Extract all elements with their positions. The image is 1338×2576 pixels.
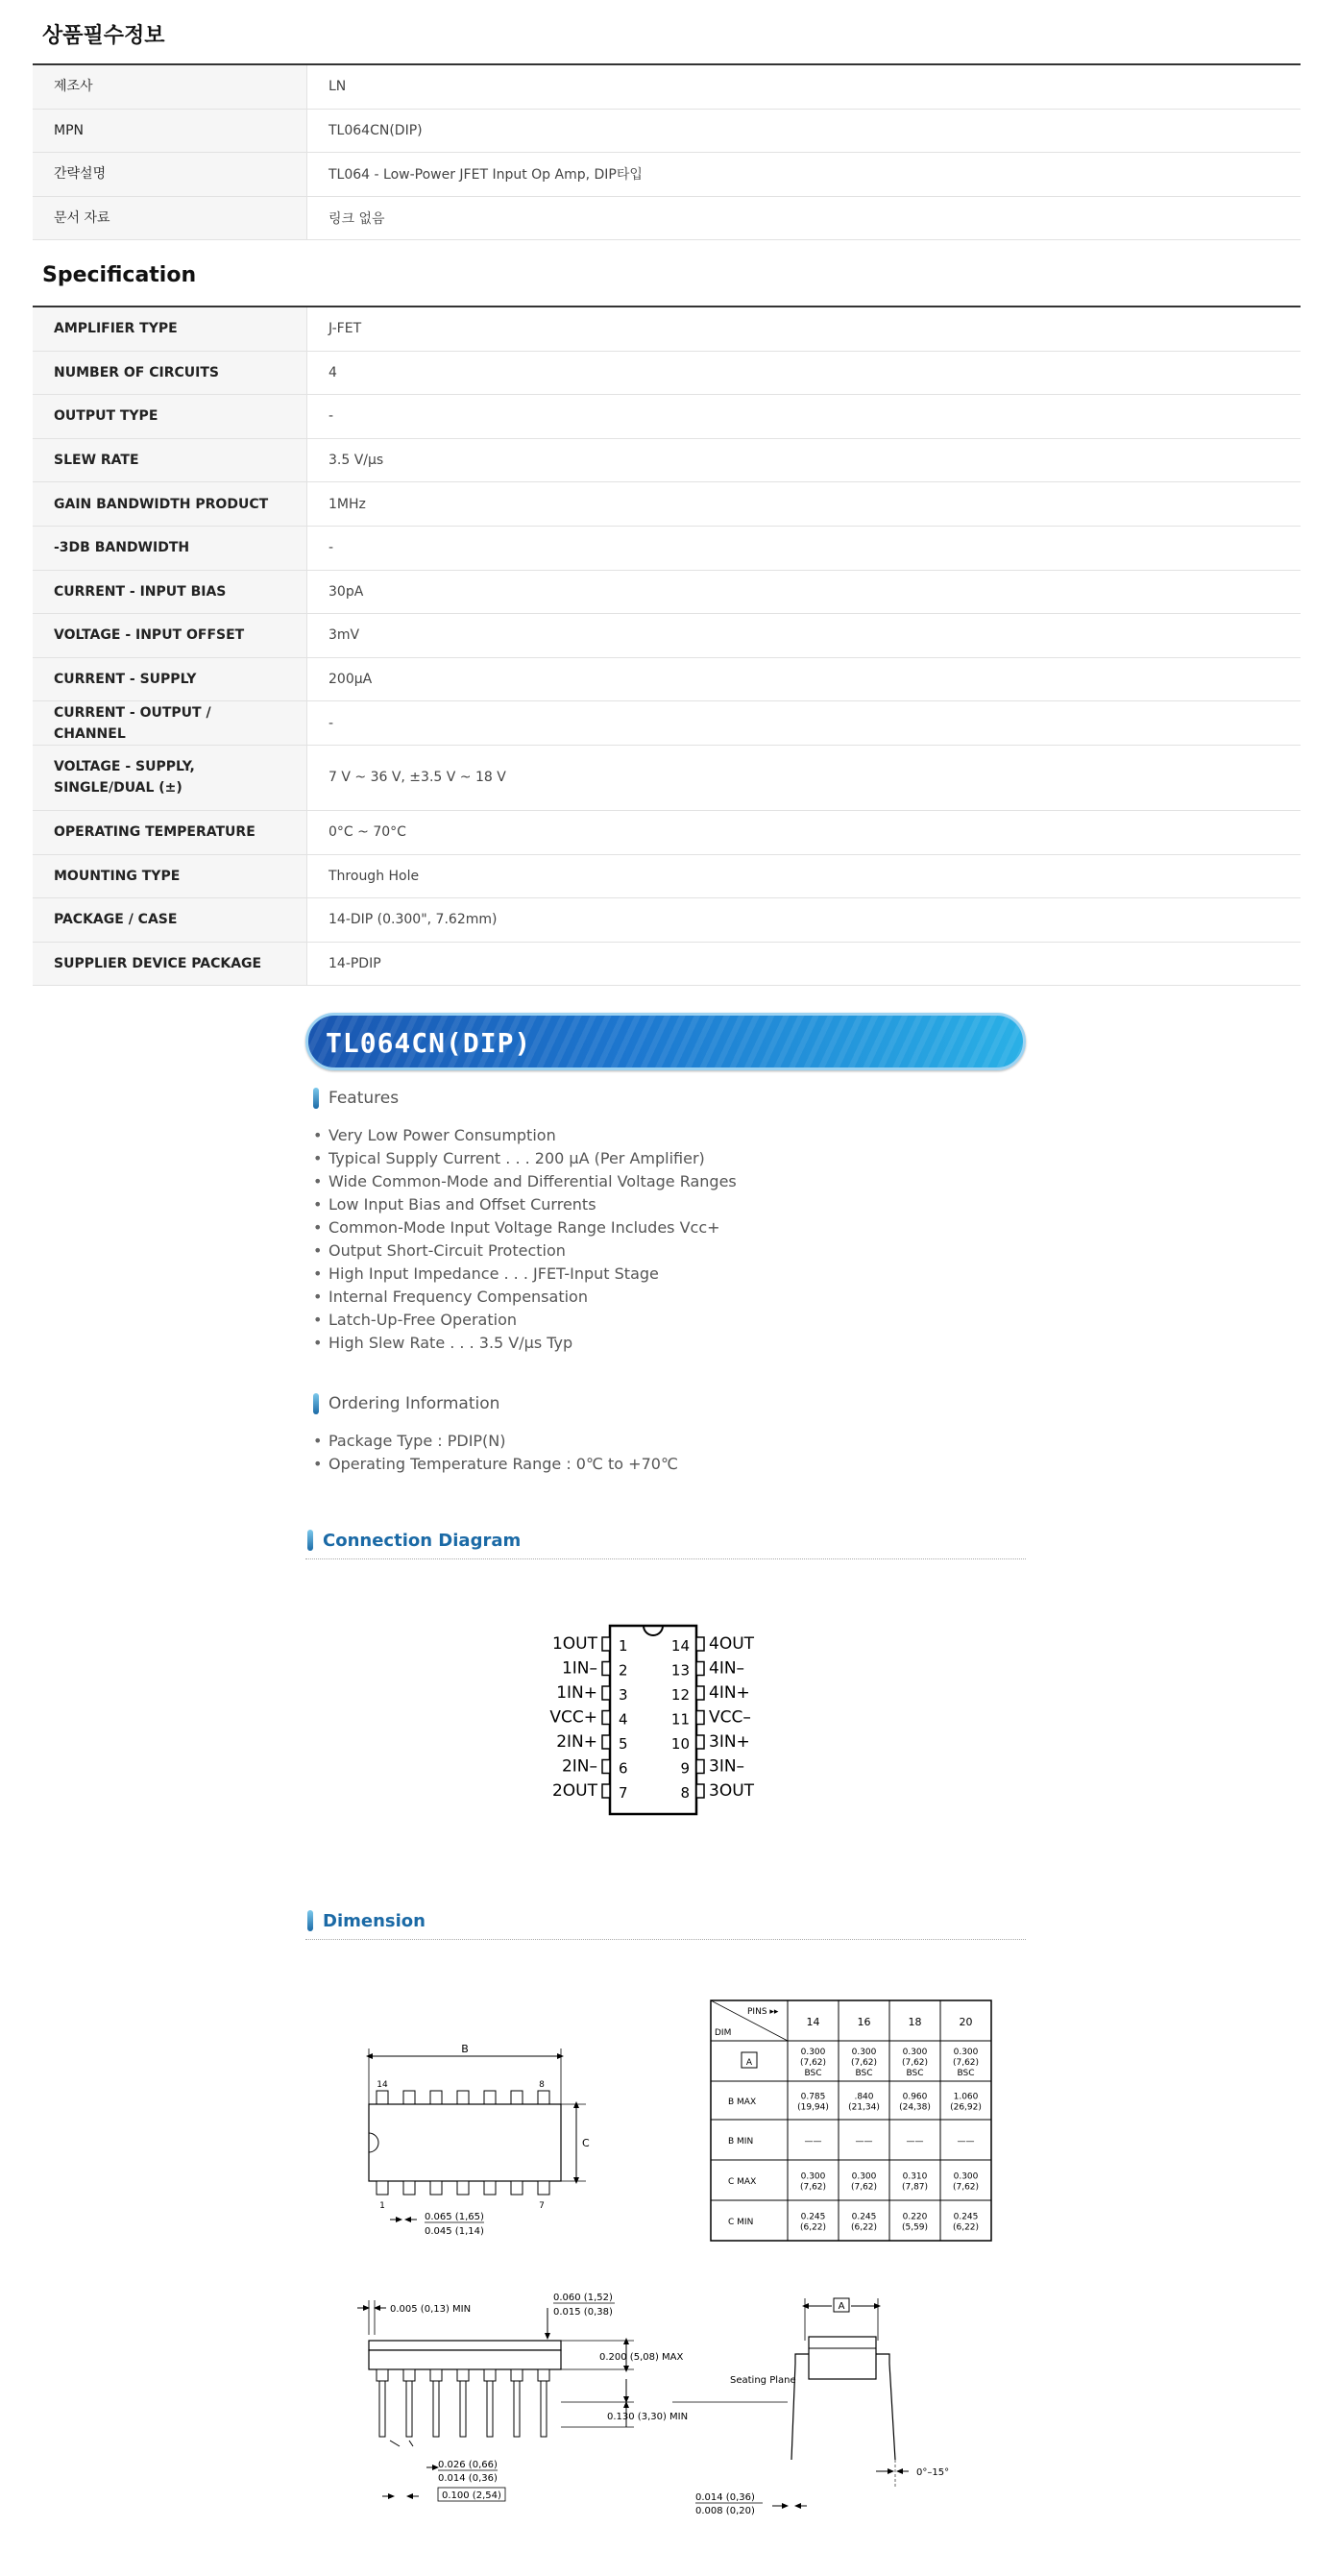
list-item: • Low Input Bias and Offset Currents bbox=[313, 1193, 737, 1216]
dim-table-cell: —— bbox=[906, 2137, 924, 2147]
pin-number-left: 3 bbox=[619, 1686, 628, 1704]
pin-width-max: 0.026 (0,66) bbox=[438, 2460, 498, 2470]
pin-number-right: 8 bbox=[680, 1784, 690, 1802]
pin-number-right: 13 bbox=[670, 1661, 690, 1680]
row-label: SUPPLIER DEVICE PACKAGE bbox=[33, 943, 307, 986]
required-info-title: 상품필수정보 bbox=[42, 24, 165, 48]
pin-lead bbox=[696, 1760, 704, 1774]
pin-number-left: 1 bbox=[619, 1637, 628, 1655]
pin-name-left: 2IN– bbox=[561, 1756, 597, 1777]
row-value: LN bbox=[328, 79, 347, 95]
lead-width-max: 0.065 (1,65) bbox=[425, 2212, 484, 2222]
pin-number-left: 6 bbox=[619, 1759, 628, 1778]
pin-number-right: 9 bbox=[680, 1759, 690, 1778]
list-item: • Wide Common-Mode and Differential Voltage Ranges bbox=[313, 1170, 737, 1193]
row-value: TL064 - Low-Power JFET Input Op Amp, DIP타입 bbox=[328, 167, 643, 184]
pin-name-left: VCC+ bbox=[549, 1707, 597, 1728]
dim-table-cell: 0.245 (6,22) bbox=[850, 2212, 878, 2233]
list-item: • Output Short-Circuit Protection bbox=[313, 1239, 737, 1263]
specification-table bbox=[33, 306, 1301, 986]
row-label: OPERATING TEMPERATURE bbox=[33, 811, 307, 854]
list-item: • Latch-Up-Free Operation bbox=[313, 1309, 737, 1332]
features-list bbox=[313, 1124, 737, 1355]
pin-lead bbox=[602, 1760, 610, 1774]
thickness-min: 0.008 (0,20) bbox=[695, 2506, 755, 2516]
features-title: Features bbox=[328, 1089, 400, 1108]
table-row bbox=[33, 439, 1301, 483]
ordering-heading bbox=[313, 1393, 499, 1414]
pin-number-right: 12 bbox=[670, 1686, 690, 1704]
row-value: 7 V ~ 36 V, ±3.5 V ~ 18 V bbox=[328, 770, 506, 786]
pin8-label: 8 bbox=[539, 2080, 545, 2090]
list-item: • Operating Temperature Range : 0℃ to +70℃ bbox=[313, 1453, 678, 1476]
pin-name-left: 1IN+ bbox=[556, 1683, 597, 1703]
dim-table-cell: —— bbox=[957, 2137, 975, 2147]
row-label: 제조사 bbox=[33, 65, 307, 109]
dim-table-cell: 0.300 (7,62) BSC bbox=[901, 2048, 929, 2078]
dim-table-header: 14 bbox=[806, 2016, 820, 2028]
dimension-table bbox=[709, 1999, 997, 2243]
connection-heading bbox=[307, 1530, 521, 1551]
dim-table-header: 18 bbox=[908, 2016, 922, 2028]
heading-marker-icon bbox=[313, 1088, 319, 1109]
dim-header: DIM bbox=[715, 2028, 732, 2038]
divider bbox=[305, 1939, 1026, 1940]
table-row bbox=[33, 701, 1301, 746]
thickness-max: 0.014 (0,36) bbox=[695, 2492, 755, 2503]
heading-marker-icon bbox=[307, 1530, 313, 1551]
dim-table-row-label: C MIN bbox=[728, 2218, 754, 2227]
height-label: 0.200 (5,08) MAX bbox=[599, 2352, 684, 2363]
pin-name-right: 3IN– bbox=[709, 1756, 745, 1777]
dim-c-label: C bbox=[582, 2137, 590, 2149]
dim-table-cell: 0.300 (7,62) bbox=[952, 2171, 980, 2193]
pin-name-left: 1IN– bbox=[561, 1658, 597, 1679]
row-label: NUMBER OF CIRCUITS bbox=[33, 352, 307, 395]
pin-name-left: 2OUT bbox=[551, 1781, 597, 1801]
dim-table-cell: 0.220 (5,59) bbox=[901, 2212, 929, 2233]
heading-marker-icon bbox=[313, 1393, 319, 1414]
pins-header: PINS ▸▸ bbox=[747, 2007, 779, 2017]
pin-lead bbox=[696, 1662, 704, 1676]
dim-table-header: 20 bbox=[959, 2016, 973, 2028]
row-label: CURRENT - OUTPUT / CHANNEL bbox=[33, 701, 307, 745]
row-value: TL064CN(DIP) bbox=[328, 122, 423, 138]
table-row bbox=[33, 614, 1301, 658]
row-value: 14-DIP (0.300", 7.62mm) bbox=[328, 912, 498, 928]
table-row bbox=[33, 527, 1301, 571]
product-banner-title: TL064CN(DIP) bbox=[326, 1027, 532, 1059]
row-label: VOLTAGE - INPUT OFFSET bbox=[33, 614, 307, 657]
table-row bbox=[33, 943, 1301, 987]
pitch-label: 0.100 (2,54) bbox=[442, 2490, 501, 2501]
dim-table-cell: 0.245 (6,22) bbox=[952, 2212, 980, 2233]
dim-table-row-label: A bbox=[745, 2058, 753, 2068]
table-row bbox=[33, 811, 1301, 855]
row-label: CURRENT - INPUT BIAS bbox=[33, 571, 307, 614]
pin-name-right: 4OUT bbox=[709, 1634, 755, 1654]
row-value: 4 bbox=[328, 364, 337, 380]
pin-lead bbox=[602, 1735, 610, 1749]
specification-title: Specification bbox=[42, 263, 197, 287]
dim-table-cell: 0.300 (7,62) BSC bbox=[799, 2048, 827, 2078]
pin7-label: 7 bbox=[539, 2201, 545, 2211]
row-label: GAIN BANDWIDTH PRODUCT bbox=[33, 482, 307, 526]
row-value: J-FET bbox=[328, 321, 362, 337]
pin-number-left: 4 bbox=[619, 1710, 628, 1729]
dim-table-cell: 0.245 (6,22) bbox=[799, 2212, 827, 2233]
row-label: 문서 자료 bbox=[33, 197, 307, 240]
pin-number-right: 10 bbox=[670, 1735, 690, 1753]
pin-lead bbox=[696, 1686, 704, 1700]
offset-label: 0.005 (0,13) MIN bbox=[390, 2304, 472, 2315]
dim-table-cell: 1.060 (26,92) bbox=[950, 2092, 982, 2113]
list-item: • Typical Supply Current . . . 200 µA (Per Amplifier) bbox=[313, 1147, 737, 1170]
pin-name-right: VCC– bbox=[709, 1707, 751, 1728]
row-value: 링크 없음 bbox=[328, 210, 385, 227]
list-item: • High Input Impedance . . . JFET-Input Stage bbox=[313, 1263, 737, 1286]
pin-name-left: 1OUT bbox=[551, 1634, 597, 1654]
list-item: • Common-Mode Input Voltage Range Includes Vcc+ bbox=[313, 1216, 737, 1239]
table-row bbox=[33, 110, 1301, 154]
pin-number-left: 2 bbox=[619, 1661, 628, 1680]
pin-number-right: 14 bbox=[670, 1637, 690, 1655]
table-row bbox=[33, 855, 1301, 899]
lead-width-min: 0.045 (1,14) bbox=[425, 2226, 484, 2237]
pin-name-right: 4IN– bbox=[709, 1658, 745, 1679]
pin-name-right: 3IN+ bbox=[709, 1732, 750, 1752]
dim-table-row-label: B MAX bbox=[728, 2098, 757, 2107]
row-label: SLEW RATE bbox=[33, 439, 307, 482]
dim-b-label: B bbox=[461, 2043, 469, 2055]
table-row bbox=[33, 65, 1301, 110]
table-row bbox=[33, 197, 1301, 241]
pin-lead bbox=[602, 1662, 610, 1676]
pin-name-right: 4IN+ bbox=[709, 1683, 750, 1703]
list-item: • Very Low Power Consumption bbox=[313, 1124, 737, 1147]
table-row bbox=[33, 352, 1301, 396]
table-row bbox=[33, 571, 1301, 615]
pin1-label: 1 bbox=[379, 2201, 385, 2211]
row-value: 200µA bbox=[328, 672, 373, 688]
pin-name-right: 3OUT bbox=[709, 1781, 755, 1801]
row-label: 간략설명 bbox=[33, 153, 307, 196]
dim-table-cell: 0.300 (7,62) bbox=[799, 2171, 827, 2193]
row-value: 30pA bbox=[328, 583, 364, 600]
row-value: 3mV bbox=[328, 627, 360, 644]
connection-title: Connection Diagram bbox=[323, 1530, 522, 1551]
connection-diagram bbox=[538, 1614, 788, 1835]
pin-lead bbox=[696, 1735, 704, 1749]
row-label: PACKAGE / CASE bbox=[33, 898, 307, 942]
dimension-heading bbox=[307, 1910, 426, 1931]
dim-table-row-label: C MAX bbox=[728, 2177, 757, 2187]
row-value: - bbox=[328, 715, 334, 731]
list-item: • Package Type : PDIP(N) bbox=[313, 1430, 678, 1453]
table-row bbox=[33, 395, 1301, 439]
table-row bbox=[33, 746, 1301, 811]
row-value: - bbox=[328, 540, 334, 556]
pin-width-min: 0.014 (0,36) bbox=[438, 2473, 498, 2484]
dim-table-header: 16 bbox=[857, 2016, 871, 2028]
dim-table-cell: 0.310 (7,87) bbox=[901, 2171, 929, 2193]
heading-marker-icon bbox=[307, 1910, 313, 1931]
table-row bbox=[33, 898, 1301, 943]
dim-table-cell: .840 (21,34) bbox=[848, 2092, 880, 2113]
dim-table-cell: 0.785 (19,94) bbox=[797, 2092, 829, 2113]
dim-table-row-label: B MIN bbox=[728, 2137, 754, 2147]
row-value: - bbox=[328, 408, 334, 425]
dim-table-cell: 0.300 (7,62) bbox=[850, 2171, 878, 2193]
row-value: 14-PDIP bbox=[328, 956, 381, 972]
row-label: OUTPUT TYPE bbox=[33, 395, 307, 438]
dim-table-cell: 0.300 (7,62) BSC bbox=[952, 2048, 980, 2078]
table-row bbox=[33, 307, 1301, 352]
seating-plane-label: Seating Plane bbox=[730, 2375, 796, 2386]
row-label: MPN bbox=[33, 110, 307, 153]
dim-table-cell: —— bbox=[855, 2137, 873, 2147]
pin-lead bbox=[602, 1711, 610, 1725]
top-max-label: 0.060 (1,52) bbox=[553, 2293, 613, 2303]
standoff-label: 0.130 (3,30) MIN bbox=[607, 2412, 689, 2422]
row-value: 0°C ~ 70°C bbox=[328, 824, 406, 841]
pin14-label: 14 bbox=[377, 2080, 388, 2090]
row-label: CURRENT - SUPPLY bbox=[33, 658, 307, 701]
package-end-view bbox=[672, 2287, 980, 2527]
ordering-list bbox=[313, 1430, 678, 1476]
pin-lead bbox=[602, 1637, 610, 1651]
list-item: • High Slew Rate . . . 3.5 V/µs Typ bbox=[313, 1332, 737, 1355]
pin-number-left: 5 bbox=[619, 1735, 628, 1753]
dim-a-label: A bbox=[838, 2301, 845, 2312]
dim-table-cell: 0.960 (24,38) bbox=[899, 2092, 931, 2113]
dim-table-cell: 0.300 (7,62) BSC bbox=[850, 2048, 878, 2078]
row-label: MOUNTING TYPE bbox=[33, 855, 307, 898]
pin-number-left: 7 bbox=[619, 1784, 628, 1802]
required-info-table bbox=[33, 63, 1301, 240]
product-banner bbox=[305, 1013, 1026, 1070]
pin-lead bbox=[696, 1784, 704, 1798]
top-min-label: 0.015 (0,38) bbox=[553, 2307, 613, 2318]
features-heading bbox=[313, 1088, 399, 1109]
table-row bbox=[33, 482, 1301, 527]
ordering-title: Ordering Information bbox=[328, 1394, 500, 1413]
row-label: VOLTAGE - SUPPLY, SINGLE/DUAL (±) bbox=[33, 746, 307, 810]
dimension-title: Dimension bbox=[323, 1910, 426, 1931]
row-label: AMPLIFIER TYPE bbox=[33, 307, 307, 351]
table-row bbox=[33, 153, 1301, 197]
list-item: • Internal Frequency Compensation bbox=[313, 1286, 737, 1309]
package-top-view bbox=[355, 2037, 634, 2258]
row-value: Through Hole bbox=[328, 868, 420, 884]
pin-lead bbox=[696, 1711, 704, 1725]
divider bbox=[305, 1558, 1026, 1559]
dim-table-cell: —— bbox=[804, 2137, 822, 2147]
table-row bbox=[33, 658, 1301, 702]
pin-lead bbox=[602, 1784, 610, 1798]
row-value: 1MHz bbox=[328, 496, 366, 512]
pin-name-left: 2IN+ bbox=[556, 1732, 597, 1752]
row-label: -3DB BANDWIDTH bbox=[33, 527, 307, 570]
package-side-view bbox=[355, 2287, 692, 2517]
pin-lead bbox=[602, 1686, 610, 1700]
pin-lead bbox=[696, 1637, 704, 1651]
angle-label: 0°–15° bbox=[916, 2467, 950, 2478]
row-value: 3.5 V/µs bbox=[328, 453, 384, 469]
pin-number-right: 11 bbox=[670, 1710, 690, 1729]
